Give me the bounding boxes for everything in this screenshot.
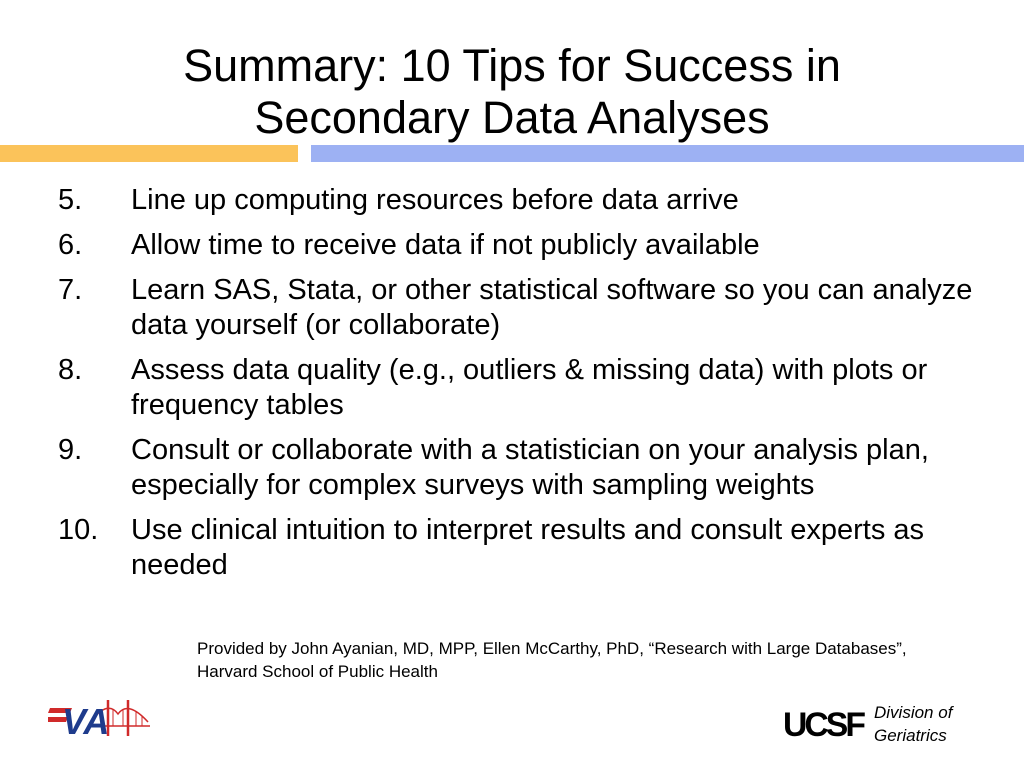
tip-number: 5. (58, 184, 83, 216)
division-line-1: Division of (874, 703, 953, 722)
tip-number: 7. (58, 274, 83, 306)
tip-item (58, 273, 998, 343)
tip-item (58, 433, 998, 503)
citation-note: Provided by John Ayanian, MD, MPP, Ellen McCarthy, PhD, “Research with Large Databases”, Harvard School of Public Health (197, 639, 907, 681)
title-underline-orange (0, 145, 298, 162)
va-logo (48, 696, 152, 740)
tip-text: Consult or collaborate with a statistician on your analysis plan, especially for complex surveys with sampling weights (131, 434, 929, 501)
tip-item (58, 228, 998, 263)
tip-text: Use clinical intuition to interpret results and consult experts as needed (131, 514, 925, 581)
tip-number: 8. (58, 354, 83, 386)
tip-text: Allow time to receive data if not publicly available (131, 229, 760, 261)
ucsf-logo-text: UCSF (783, 706, 865, 744)
title-underline-blue (311, 145, 1024, 162)
division-label (874, 701, 1014, 747)
tip-number: 10. (58, 514, 99, 546)
tip-text: Learn SAS, Stata, or other statistical software so you can analyze data yourself (or collaborate) (131, 274, 973, 341)
tip-item (58, 513, 998, 583)
ucsf-logo (783, 702, 865, 744)
tips-list (58, 183, 998, 593)
tip-number: 9. (58, 434, 83, 466)
tip-text: Assess data quality (e.g., outliers & missing data) with plots or frequency tables (131, 354, 928, 421)
tip-item (58, 183, 998, 218)
slide-title-line-2: Secondary Data Analyses (254, 92, 770, 143)
slide-title (0, 40, 1024, 144)
va-logo-text: VA (62, 701, 110, 740)
division-line-2: Geriatrics (874, 726, 947, 745)
slide-title-line-1: Summary: 10 Tips for Success in (183, 40, 841, 91)
tip-text: Line up computing resources before data arrive (131, 184, 739, 216)
tip-number: 6. (58, 229, 83, 261)
tip-item (58, 353, 998, 423)
